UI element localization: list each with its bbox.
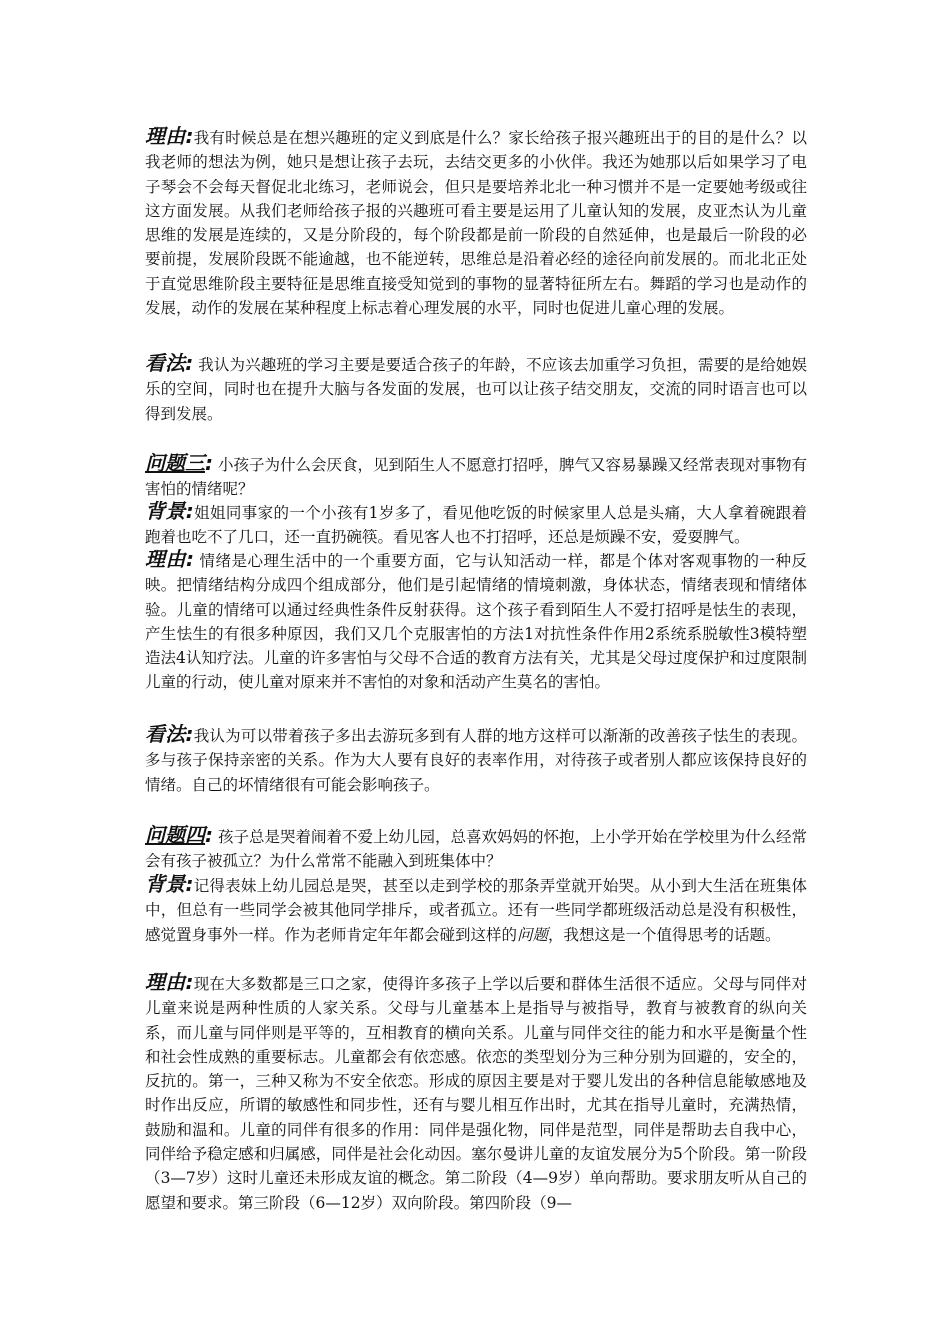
label-colon: :: [185, 124, 194, 148]
label-colon: :: [205, 823, 214, 847]
label-colon: :: [185, 499, 194, 523]
paragraph-question-4: [145, 823, 807, 874]
label-colon: :: [185, 351, 194, 375]
paragraph-background-4: [145, 872, 807, 947]
paragraph-reason-4: [145, 970, 807, 1215]
paragraph-reason-3: [145, 547, 807, 695]
paragraph-text: 记得表妹上幼儿园总是哭，甚至以走到学校的那条弄堂就开始哭。从小到大生活在班集体中，但总有一些同学会被其他同学排斥，或者孤立。还有一些同学都班级活动总是没有积极性，感觉置身事外一样。作为老师肯定年年都会碰到这样的: [145, 877, 807, 944]
label-colon: :: [185, 970, 194, 994]
label-background: 背景: [145, 872, 186, 896]
label-opinion: 看法: [145, 351, 186, 375]
paragraph-text: 我有时候总是在想兴趣班的定义到底是什么？家长给孩子报兴趣班出于的目的是什么？以我老师的想法为例，她只是想让孩子去玩，去结交更多的小伙伴。我还为她那以后如果学习了电子琴会不会每天督促北北练习，老师说会，但只是要培养北北一种习惯并不是一定要她考级或往这方面发展。从我们老师给孩子报的兴趣班可看主要是运用了儿童认知的发展，皮亚杰认为儿童思维的发展是连续的，又是分阶段的，每个阶段都是前一阶段的自然延伸，也是最后一阶段的必要前提，发展阶段既不能逾越，也不能逆转，思维总是沿着必经的途径向前发展的。而北北正处于直觉思维阶段主要特征是思维直接受知觉到的事物的显著特征所左右。舞蹈的学习也是动作的发展，动作的发展在某种程度上标志着心理发展的水平，同时也促进儿童心理的发展。: [145, 129, 807, 318]
paragraph-text: 姐姐同事家的一个小孩有1岁多了，看见他吃饭的时候家里人总是头痛，大人拿着碗跟着跑着也吃不了几口，还一直扔碗筷。看见客人也不打招呼，还总是烦躁不安，爱耍脾气。: [145, 504, 808, 547]
paragraph-text: 孩子总是哭着闹着不爱上幼儿园，总喜欢妈妈的怀抱，上小学开始在学校里为什么经常会有孩子被孤立？为什么常常不能融入到班集体中？: [145, 828, 807, 871]
label-reason: 理由: [145, 970, 186, 994]
label-reason: 理由: [145, 124, 186, 148]
paragraph-text: 我认为可以带着孩子多出去游玩多到有人群的地方这样可以渐渐的改善孩子怯生的表现。多与孩子保持亲密的关系。作为大人要有良好的表率作用，对待孩子或者别人都应该保持良好的情绪。自己的坏情绪很有可能会影响孩子。: [145, 727, 807, 794]
label-opinion: 看法: [145, 722, 186, 746]
paragraph-question-3: [145, 451, 807, 502]
label-colon: :: [185, 722, 194, 746]
label-colon: :: [205, 451, 214, 475]
label-question-3: 问题三: [145, 451, 206, 475]
label-colon: :: [185, 872, 194, 896]
label-question-4: 问题四: [145, 823, 206, 847]
paragraph-opinion-3: [145, 722, 807, 797]
label-reason: 理由: [145, 547, 187, 571]
paragraph-opinion-1: [145, 351, 807, 426]
label-colon: :: [186, 547, 195, 571]
paragraph-text: 小孩子为什么会厌食，见到陌生人不愿意打招呼，脾气又容易暴躁又经常表现对事物有害怕的情绪呢？: [145, 456, 807, 499]
paragraph-text-tail: ，我想这是一个值得思考的话题。: [548, 925, 781, 944]
paragraph-text: 情绪是心理生活中的一个重要方面，它与认知活动一样，都是个体对客观事物的一种反映。把情绪结构分成四个组成部分，他们是引起情绪的情境刺激，身体状态，情绪表现和情绪体验。儿童的情绪可以通过经典性条件反射获得。这个孩子看到陌生人不爱打招呼是怯生的表现，产生怯生的有很多种原因，我们又几个克服害怕的方法1对抗性条件作用2系统系脱敏性3模特塑造法4认知疗法。儿童的许多害怕与父母不合适的教育方法有关，尤其是父母过度保护和过度限制儿童的行动，使儿童对原来并不害怕的对象和活动产生莫名的害怕。: [145, 552, 807, 692]
paragraph-text: 现在大多数都是三口之家，使得许多孩子上学以后要和群体生活很不适应。父母与同伴对儿童来说是两种性质的人家关系。父母与儿童基本上是指导与被指导，教育与被教育的纵向关系，而儿童与同伴则是平等的，互相教育的横向关系。儿童与同伴交往的能力和水平是衡量个性和社会性成熟的重要标志。儿童都会有依恋感。依恋的类型划分为三种分别为回避的，安全的，反抗的。第一，三种又称为不安全依恋。形成的原因主要是对于婴儿发出的各种信息能敏感地及时作出反应，所谓的敏感性和同步性，还有与婴儿相互作出时，尤其在指导儿童时，充满热情，鼓励和温和。儿童的同伴有很多的作用：同伴是强化物，同伴是范型，同伴是帮助去自我中心，同伴给予稳定感和归属感，同伴是社会化动因。塞尔曼讲儿童的友谊发展分为5个阶段。第一阶段（3—7岁）这时儿童还未形成友谊的概念。第二阶段（4—9岁）单向帮助。要求朋友听从自己的愿望和要求。第三阶段（6—12岁）双向阶段。第四阶段（9—: [145, 975, 807, 1212]
label-background: 背景: [145, 499, 186, 523]
paragraph-reason-1: [145, 124, 807, 320]
paragraph-text: 我认为兴趣班的学习主要是要适合孩子的年龄，不应该去加重学习负担，需要的是给她娱乐的空间，同时也在提升大脑与各发面的发展，也可以让孩子结交朋友，交流的同时语言也可以得到发展。: [145, 356, 807, 423]
emphasis-text: 问题: [517, 925, 549, 944]
paragraph-background-3: [145, 499, 807, 550]
